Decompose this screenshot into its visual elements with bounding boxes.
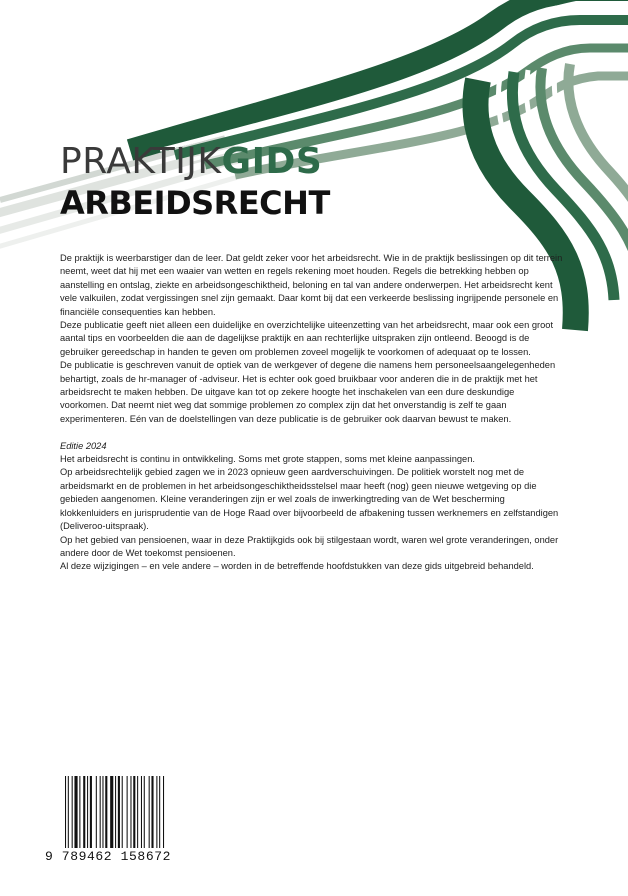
brand-part-gids: GIDS <box>221 141 323 182</box>
book-title: ARBEIDSRECHT <box>60 184 330 222</box>
back-cover-text <box>60 252 565 574</box>
edition-paragraph-4: Al deze wijzigingen – en vele andere – worden in de betreffende hoofdstukken van deze gids uitgebreid behandeld. <box>60 561 534 572</box>
isbn-number: 9 789462 158672 <box>45 849 172 864</box>
edition-paragraph-2: Op arbeidsrechtelijk gebied zagen we in 2023 opnieuw geen aardverschuivingen. De politiek worstelt nog met de arbeidsmarkt en de problemen in het arbeidsongeschiktheidsstelsel maar heeft (nog) geen nieuwe wetgeving op die gebieden aangenomen. Kleine veranderingen zijn er wel zoals de inwerkingtreding van de Wet bescherming klokkenluiders en jurisprudentie van de Hoge Raad over bijvoorbeeld de afbakening tussen werknemers en zelfstandigen (Deliveroo-uitspraak). <box>60 467 559 532</box>
barcode-graphic <box>65 776 165 848</box>
series-brand <box>60 142 330 182</box>
intro-paragraph-1: De praktijk is weerbarstiger dan de leer. Dat geldt zeker voor het arbeidsrecht. Wie in de praktijk beslissingen op dit terrein neemt, weet dat hij met een waaier van wetten en regels rekening moet houden. Regels die betrekking hebben op aanstelling en ontslag, ziekte en arbeidsongeschiktheid, beloning en tal van andere onderwerpen. Het arbeidsrecht kent vele valkuilen, zodat vergissingen snel zijn gemaakt. Daar komt bij dat een verkeerde beslissing ingrijpende personele en financiële consequenties kan hebben. <box>60 253 563 317</box>
intro-paragraph-2: Deze publicatie geeft niet alleen een duidelijke en overzichtelijke uiteenzetting van het arbeidsrecht, maar ook een groot aantal tips en voorbeelden die aan de dagelijkse praktijk en aan rechterlijke uitspraken zijn ontleend. Beoogd is de gebruiker gereedschap in handen te geven om problemen zoveel mogelijk te voorkomen of adequaat op te lossen. <box>60 320 554 357</box>
isbn-barcode <box>45 776 175 864</box>
edition-paragraph-3: Op het gebied van pensioenen, waar in deze Praktijkgids ook bij stilgestaan wordt, waren wel grote veranderingen, onder andere door de Wet toekomst pensioenen. <box>60 534 559 558</box>
brand-part-praktijk: PRAKTIJK <box>60 141 222 182</box>
edition-paragraph-1: Het arbeidsrecht is continu in ontwikkeling. Soms met grote stappen, soms met kleine aanpassingen. <box>60 454 475 465</box>
intro-paragraph-3: De publicatie is geschreven vanuit de optiek van de werkgever of degene die namens hem personeelsaangelegenheden behartigt, zoals de hr-manager of -adviseur. Het is echter ook goed bruikbaar voor anderen die in de praktijk met het arbeidsrecht te maken hebben. De uitgave kan tot op zekere hoogte het inschakelen van een dure deskundige voorkomen. Dat neemt niet weg dat sommige problemen zo complex zijn dat het onverstandig is zelf te gaan experimenteren. Eén van de doelstellingen van deze publicatie is de gebruiker ook daarvan bewust te maken. <box>60 360 556 424</box>
title-block <box>60 142 330 222</box>
edition-label: Editie 2024 <box>60 440 107 451</box>
